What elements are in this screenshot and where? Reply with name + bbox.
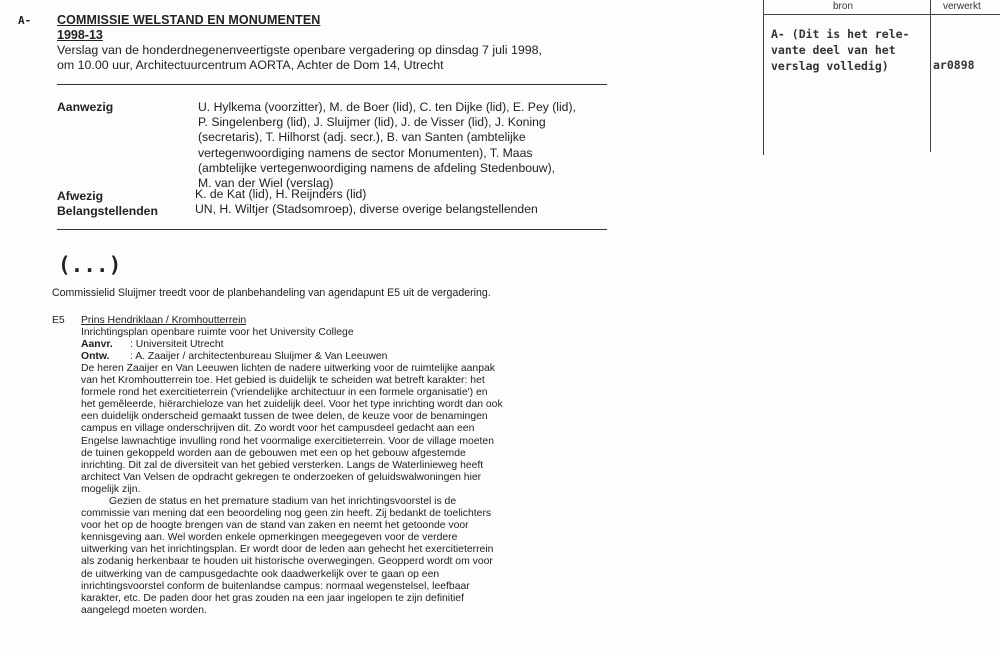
text-line: een duidelijk onderscheid gemaakt tussen de twee delen, de keuze voor de benamingen (81, 411, 488, 423)
present-line: vertegenwoordiging namens de sector Monumenten), T. Maas (198, 145, 533, 160)
document-number: 1998-13 (57, 28, 103, 42)
text-line: de tuinen gekoppeld worden aan de gebouwen met een op het gebouw afgestemde (81, 447, 466, 459)
meeting-intro-line: Verslag van de honderdnegenenveertigste openbare vergadering op dinsdag 7 juli 1998, (57, 43, 542, 57)
text-line: mogelijk zijn. (81, 483, 141, 495)
applicant-label: Aanvr. (81, 339, 113, 350)
applicant-value: : Universiteit Utrecht (130, 339, 224, 350)
source-table (763, 0, 1000, 155)
present-label: Aanwezig (57, 100, 114, 114)
source-note-line: vante deel van het (771, 43, 896, 57)
text-line: van het Kromhoutterrein toe. Het gebied is duidelijk te scheiden wat betreft karakter: het (81, 375, 485, 387)
column-header-processed: verwerkt (943, 1, 981, 12)
present-line: M. van der Wiel (verslag) (198, 176, 334, 191)
text-line: campus en village onderschrijven dit. Zo wordt voor het campusdeel gedacht aan een (81, 423, 475, 435)
text-line: formele rond het exercitieterrein ('vriendelijke architectuur in een formele organisatie') en (81, 387, 488, 399)
designer-label: Ontw. (81, 351, 110, 362)
present-line: U. Hylkema (voorzitter), M. de Boer (lid), C. ten Dijke (lid), E. Pey (lid), (198, 100, 576, 114)
text-line: uitwerking van het inrichtingsplan. Er wordt door de leden aan gehecht het exercitieterrein (81, 544, 494, 556)
agenda-item-subtitle: Inrichtingsplan openbare ruimte voor het University College (81, 327, 354, 338)
source-note-line: verslag volledig) (771, 59, 889, 73)
absent-list: K. de Kat (lid), H. Reijnders (lid) (195, 187, 367, 201)
stakeholders-list: UN, H. Wiltjer (Stadsomroep), diverse overige belangstellenden (195, 202, 538, 216)
stakeholders-label: Belangstellenden (57, 204, 158, 218)
recusal-notice: Commissielid Sluijmer treedt voor de planbehandeling van agendapunt E5 uit de vergadering. (52, 287, 491, 299)
omission-marker: (...) (58, 253, 122, 277)
present-line: (secretaris), T. Hilhorst (adj. secr.), B. van Santen (ambtelijke (198, 130, 526, 145)
present-line: (ambtelijke vertegenwoordiging namens de afdeling Stedenbouw), (198, 160, 556, 175)
source-note-line: A- (Dit is het rele- (771, 27, 910, 41)
source-note (771, 26, 909, 74)
text-line: voor het op de hoogte brengen van de stand van zaken en neemt het getoonde voor (81, 520, 469, 532)
margin-mark: A- (18, 14, 32, 27)
absent-label: Afwezig (57, 189, 104, 203)
paragraph-committee-opinion (81, 496, 493, 617)
text-line: Engelse lawnachtige invulling rond het voormalige exercitieterrein. Voor de village moeten (81, 435, 494, 447)
text-line: architect Van Velsen de opdracht gekregen te onderzoeken of geluidswalwoningen hier (81, 471, 482, 483)
text-line: het gemêleerde, hiërarchieloze van het zuidelijk deel. Voor het type inrichting wordt dan ook (81, 399, 503, 411)
paragraph-explanation (81, 363, 503, 496)
text-line: inrichting. Dit zal de diversiteit van het gebied versterken. Langs de Waterlinieweg heeft (81, 459, 484, 471)
text-line: commissie van mening dat een beoordeling nog geen zin heeft. Zij bedankt de toelichters (81, 508, 492, 520)
text-line: kennisgeving aan. Wel worden enkele opmerkingen meegegeven voor de verdere (81, 532, 458, 544)
text-line: karakter, etc. De paden door het gras zouden na een jaar ingelopen te zijn definitief (81, 592, 464, 604)
text-line: De heren Zaaijer en Van Leeuwen lichten de nadere uitwerking voor de ruimtelijke aanpak (81, 363, 495, 374)
text-line: als zodanig herkenbaar te houden uit historische overwegingen. Geopperd wordt om voor (81, 556, 493, 568)
table-header-border (763, 14, 1000, 15)
column-header-source: bron (833, 1, 854, 12)
table-border (763, 0, 764, 155)
table-border (930, 0, 931, 152)
divider (57, 229, 607, 230)
text-line: inrichtingsvoorstel conform de buitenlandse campus: normaal wegenstelsel, leefbaar (81, 580, 470, 592)
text-line: aangelegd moeten worden. (81, 604, 207, 616)
agenda-item-title: Prins Hendriklaan / Kromhoutterrein (81, 315, 247, 326)
present-list (198, 100, 608, 191)
present-line: P. Singelenberg (lid), J. Sluijmer (lid), J. de Visser (lid), J. Koning (198, 115, 546, 130)
designer-value: : A. Zaaijer / architectenbureau Sluijmer & Van Leeuwen (130, 351, 388, 362)
meeting-intro-line: om 10.00 uur, Architectuurcentrum AORTA, Achter de Dom 14, Utrecht (57, 58, 444, 72)
agenda-item-code: E5 (52, 315, 65, 326)
text-line: Gezien de status en het premature stadium van het inrichtingsvoorstel is de (109, 496, 457, 507)
divider (57, 84, 607, 85)
text-line: de uitwerking van de campusgedachte ook daadwerkelijk over te gaan op een (81, 568, 440, 580)
document-title: COMMISSIE WELSTAND EN MONUMENTEN (57, 13, 321, 27)
processed-code: ar0898 (933, 58, 975, 72)
